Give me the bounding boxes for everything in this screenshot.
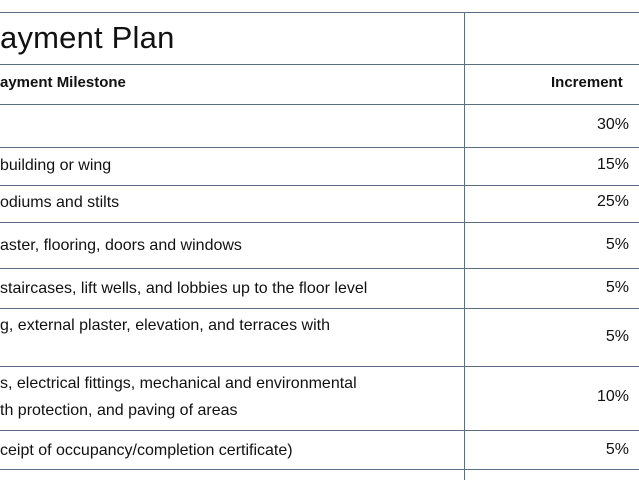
grid-line xyxy=(0,222,639,223)
grid-line xyxy=(0,104,639,105)
grid-line xyxy=(0,366,639,367)
row-milestone: building or wing xyxy=(0,157,112,174)
row-increment: 10% xyxy=(596,388,629,405)
grid-line xyxy=(0,308,639,309)
grid-line xyxy=(0,430,639,431)
row-increment: 5% xyxy=(605,279,629,296)
row-milestone: s, electrical fittings, mechanical and environmental th protection, and paving of areas xyxy=(0,375,357,419)
grid-line xyxy=(0,268,639,269)
grid-line xyxy=(0,64,639,65)
row-milestone: odiums and stilts xyxy=(0,194,120,211)
grid-line xyxy=(0,469,639,470)
row-increment: 15% xyxy=(596,156,629,173)
row-increment: 5% xyxy=(605,236,629,253)
row-increment: 5% xyxy=(605,328,629,345)
row-increment: 25% xyxy=(596,193,629,210)
grid-line xyxy=(0,147,639,148)
row-milestone: g, external plaster, elevation, and terraces with xyxy=(0,317,330,334)
column-divider xyxy=(464,12,465,480)
row-milestone: ceipt of occupancy/completion certificate) xyxy=(0,442,293,459)
row-milestone: staircases, lift wells, and lobbies up to the floor level xyxy=(0,280,368,297)
header-increment: Increment xyxy=(551,74,623,91)
row-increment: 30% xyxy=(596,116,629,133)
row-increment: 5% xyxy=(605,441,629,458)
grid-line xyxy=(0,185,639,186)
header-milestone: ayment Milestone xyxy=(0,74,126,91)
row-milestone: aster, flooring, doors and windows xyxy=(0,237,242,254)
page-title: ayment Plan xyxy=(0,20,175,55)
